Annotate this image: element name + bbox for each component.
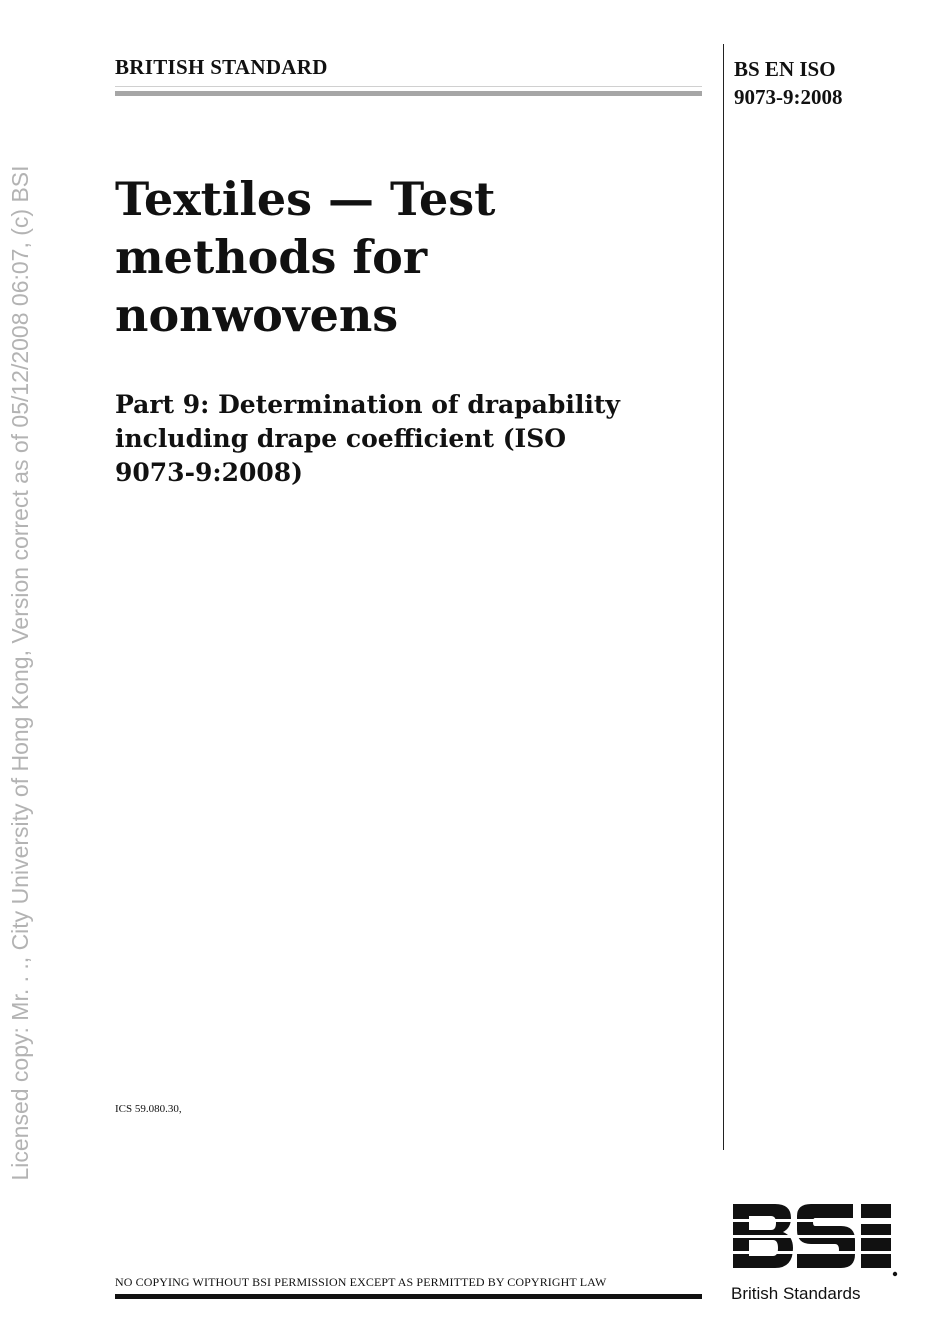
title-line1: Textiles — Test — [115, 172, 496, 226]
subtitle-line1: Part 9: Determination of drapability — [115, 390, 620, 419]
footer-rule — [115, 1294, 702, 1299]
subtitle-line3: 9073-9:2008) — [115, 458, 303, 487]
margin-divider — [723, 44, 724, 1150]
logo-caption: British Standards — [731, 1284, 861, 1303]
document-subtitle — [115, 388, 715, 490]
document-title — [115, 170, 705, 344]
document-type-label: BRITISH STANDARD — [115, 55, 328, 79]
subtitle-line2: including drape coefficient (ISO — [115, 424, 567, 453]
ics-code: ICS 59.080.30, — [115, 1103, 182, 1115]
title-line3: nonwovens — [115, 288, 399, 342]
bsi-logo-icon — [731, 1202, 899, 1306]
standard-number — [734, 55, 843, 111]
bsi-wordmark — [731, 1204, 899, 1276]
license-watermark: Licensed copy: Mr. . ., City University of Hong Kong, Version correct as of 05/12/2008 06:07, (c) BSI — [7, 165, 33, 1181]
standard-number-line1: BS EN ISO — [734, 57, 836, 81]
title-line2: methods for — [115, 230, 428, 284]
copyright-notice: NO COPYING WITHOUT BSI PERMISSION EXCEPT AS PERMITTED BY COPYRIGHT LAW — [115, 1275, 607, 1289]
standard-number-line2: 9073-9:2008 — [734, 85, 843, 109]
header-thick-rule — [115, 91, 702, 96]
header-thin-rule — [115, 86, 702, 87]
